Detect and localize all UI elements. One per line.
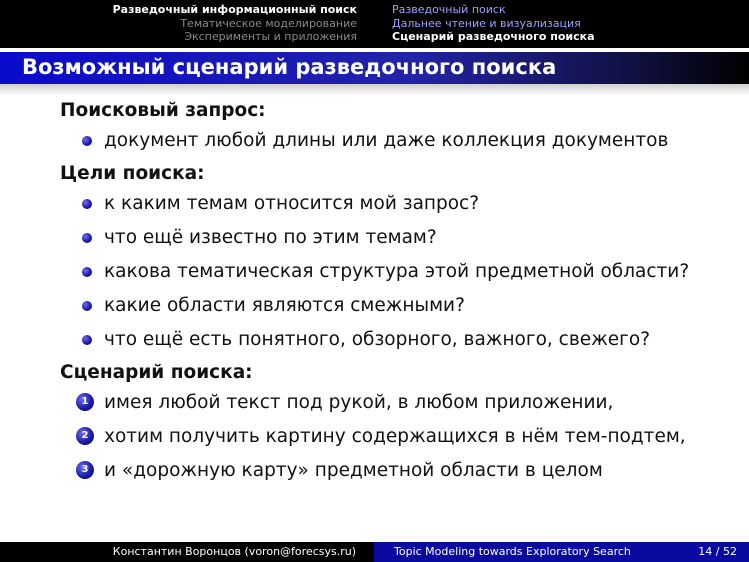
scenario-list bbox=[60, 391, 740, 482]
list-item-text: какова тематическая структура этой предметной области? bbox=[104, 261, 690, 282]
footer-title-panel bbox=[374, 542, 749, 562]
list-item-text: что ещё есть понятного, обзорного, важного, свежего? bbox=[104, 329, 651, 350]
list-item bbox=[60, 226, 740, 249]
bullet-icon bbox=[82, 335, 92, 345]
goals-list bbox=[60, 192, 740, 351]
page-number: 14 / 52 bbox=[698, 545, 737, 558]
number-badge-icon: 2 bbox=[76, 427, 94, 445]
list-item bbox=[60, 391, 740, 414]
section-list bbox=[113, 3, 357, 44]
scenario-heading: Сценарий поиска: bbox=[60, 362, 253, 383]
number-badge-icon: 3 bbox=[76, 461, 94, 479]
nav-section-experiments[interactable]: Эксперименты и приложения bbox=[184, 30, 357, 43]
nav-section-topic-modeling[interactable]: Тематическое моделирование bbox=[180, 16, 357, 30]
list-item bbox=[60, 459, 740, 482]
number-badge-icon: 1 bbox=[76, 393, 94, 411]
footer-author: Константин Воронцов (voron@forecsys.ru) bbox=[112, 545, 356, 558]
bullet-icon bbox=[82, 233, 92, 243]
list-item-text: документ любой длины или даже коллекция документов bbox=[104, 130, 669, 151]
list-item bbox=[60, 260, 740, 283]
bullet-icon bbox=[82, 199, 92, 209]
bullet-icon bbox=[82, 136, 92, 146]
subsection-list bbox=[392, 3, 595, 44]
list-item-text: что ещё известно по этим темам? bbox=[104, 227, 437, 248]
list-item-text: какие области являются смежными? bbox=[104, 295, 465, 316]
nav-subsection-distant-reading[interactable]: Дальнее чтение и визуализация bbox=[392, 16, 581, 30]
list-item-text: имея любой текст под рукой, в любом приложении, bbox=[104, 392, 614, 413]
nav-subsection-exploratory-search[interactable]: Разведочный поиск bbox=[392, 3, 506, 16]
query-list bbox=[60, 129, 740, 152]
navigation-bar bbox=[0, 0, 749, 48]
list-item bbox=[60, 294, 740, 317]
footer-author-panel bbox=[0, 542, 374, 562]
bullet-icon bbox=[82, 267, 92, 277]
slide-title: Возможный сценарий разведочного поиска bbox=[22, 55, 557, 79]
list-item bbox=[60, 425, 740, 448]
slide-content bbox=[60, 100, 740, 493]
list-item bbox=[60, 192, 740, 215]
list-item bbox=[60, 328, 740, 351]
footer-talk-title: Topic Modeling towards Exploratory Search bbox=[394, 545, 631, 558]
query-heading: Поисковый запрос: bbox=[60, 100, 266, 121]
footer-bar bbox=[0, 542, 749, 562]
bullet-icon bbox=[82, 301, 92, 311]
nav-section-exploratory-search[interactable]: Разведочный информационный поиск bbox=[112, 3, 357, 16]
slide-title-bar bbox=[0, 52, 749, 84]
list-item-text: и «дорожную карту» предметной области в целом bbox=[104, 460, 603, 481]
title-shadow bbox=[0, 84, 749, 96]
goals-heading: Цели поиска: bbox=[60, 163, 205, 184]
nav-subsection-search-scenario[interactable]: Сценарий разведочного поиска bbox=[392, 30, 595, 43]
list-item-text: к каким темам относится мой запрос? bbox=[104, 193, 480, 214]
list-item bbox=[60, 129, 740, 152]
list-item-text: хотим получить картину содержащихся в нём тем-подтем, bbox=[104, 426, 686, 447]
